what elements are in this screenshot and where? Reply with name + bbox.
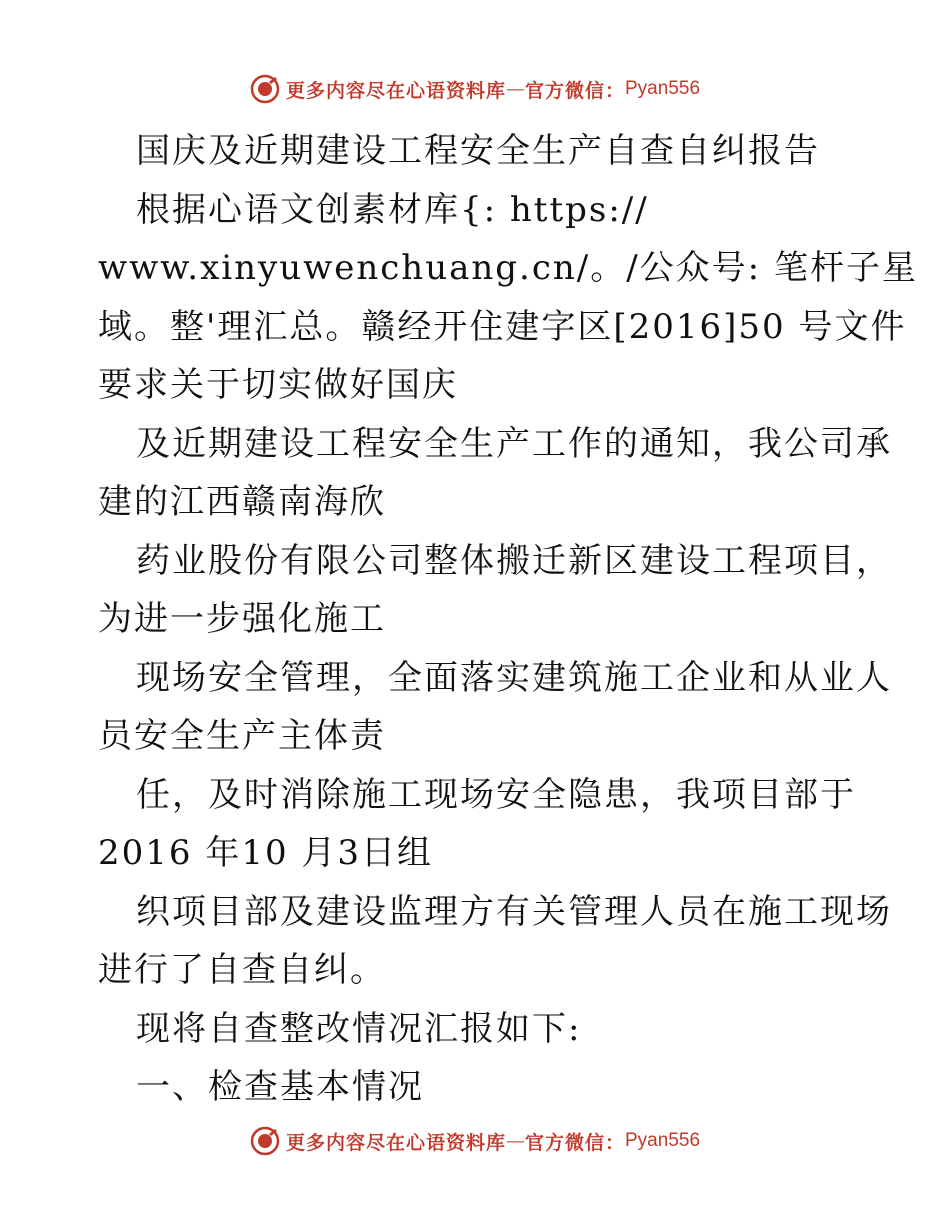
watermark-handle: Pyan556 xyxy=(625,78,701,99)
pen-seal-icon xyxy=(250,1126,280,1156)
watermark-brand: 更多内容尽在心语资料库 xyxy=(285,1131,506,1154)
document-title: 国庆及近期建设工程安全生产自查自纠报告 xyxy=(136,131,820,171)
body-line: 任，及时消除施工现场安全隐患，我项目部于 xyxy=(136,774,856,815)
watermark-brand: 更多内容尽在心语资料库 xyxy=(285,79,506,102)
footer-watermark xyxy=(0,1124,950,1158)
section-heading: 一、检查基本情况 xyxy=(136,1067,424,1107)
watermark-official: 官方微信： xyxy=(524,79,625,102)
watermark-handle: Pyan556 xyxy=(625,1130,701,1151)
body-line: 要求关于切实做好国庆 xyxy=(98,365,458,405)
body-line: 药业股份有限公司整体搬迁新区建设工程项目， xyxy=(136,540,892,581)
watermark-separator: — xyxy=(505,1130,525,1152)
watermark-official: 官方微信： xyxy=(524,1131,625,1154)
body-line: 建的江西赣南海欣 xyxy=(98,482,386,522)
body-line: 根据心语文创素材库{: https:// xyxy=(136,189,649,230)
header-watermark xyxy=(0,72,950,106)
document-body xyxy=(98,122,918,1117)
pen-seal-icon xyxy=(250,74,280,104)
watermark-separator: — xyxy=(505,78,525,100)
body-line: 及近期建设工程安全生产工作的通知，我公司承 xyxy=(136,423,892,464)
body-line: 域。整'理汇总。赣经开住建字区[2016]50 号文件 xyxy=(98,306,907,347)
body-line: 2016 年10 月3日组 xyxy=(98,833,434,873)
body-line: 织项目部及建设监理方有关管理人员在施工现场 xyxy=(136,891,892,932)
body-line: 为进一步强化施工 xyxy=(98,599,386,639)
body-line: www.xinyuwenchuang.cn/。/公众号: 笔杆子星 xyxy=(98,248,918,288)
body-line: 员安全生产主体责 xyxy=(98,716,386,756)
body-line: 进行了自查自纠。 xyxy=(98,950,386,990)
body-line: 现将自查整改情况汇报如下: xyxy=(136,1008,582,1049)
body-line: 现场安全管理，全面落实建筑施工企业和从业人 xyxy=(136,657,892,698)
